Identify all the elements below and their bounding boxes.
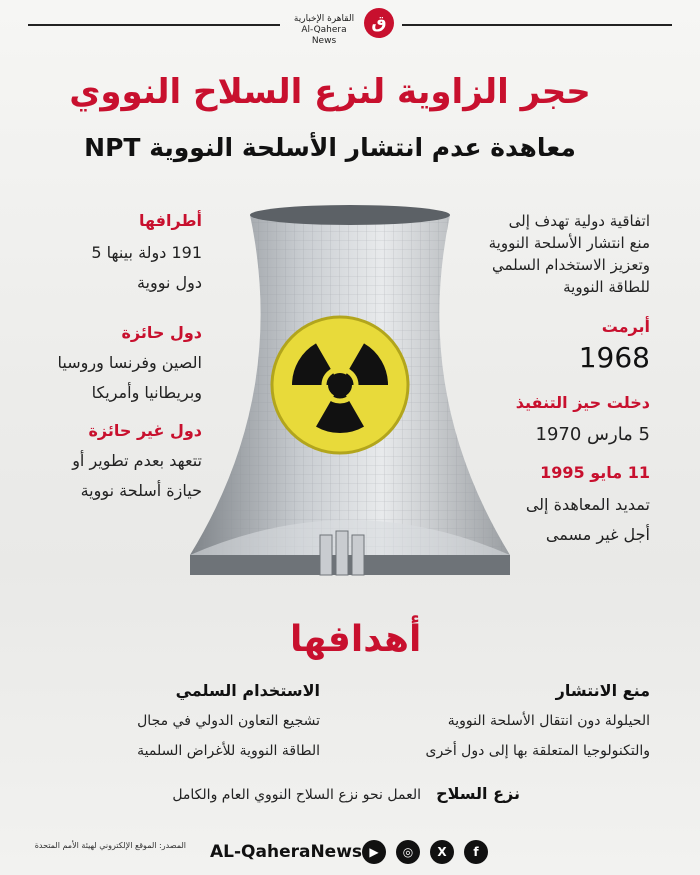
holders-section <box>30 322 202 408</box>
tower-rim <box>250 205 450 225</box>
description-line2: منع انتشار الأسلحة النووية <box>488 234 650 252</box>
parties-line2: دول نووية <box>136 273 202 292</box>
goal-peaceful-use <box>60 680 320 766</box>
holders-line1: الصين وفرنسا وروسيا <box>57 353 202 372</box>
extension-line2: أجل غير مسمى <box>545 525 650 544</box>
description-line1: اتفاقية دولية تهدف إلى <box>508 212 650 230</box>
parties-section <box>90 210 202 298</box>
goal-peaceful-use-line1: تشجيع التعاون الدولي في مجال <box>137 713 320 729</box>
goal-non-proliferation <box>360 680 650 766</box>
goal-disarmament-text: العمل نحو نزع السلاح النووي العام والكامل <box>172 787 421 803</box>
goals-title: أهدافها <box>290 619 422 660</box>
source-note: المصدر: الموقع الإلكتروني لهيئة الأمم المتحدة <box>34 841 186 850</box>
header-line-right <box>402 24 672 26</box>
brand-logo-text <box>288 14 360 47</box>
goal-non-proliferation-line1: الحيلولة دون انتقال الأسلحة النووية <box>447 713 650 729</box>
non-holders-line2: حيازة أسلحة نووية <box>80 481 202 500</box>
entry-into-force-head: دخلت حيز التنفيذ <box>515 393 650 412</box>
parties-line1: 191 دولة بينها 5 <box>91 243 202 262</box>
youtube-icon[interactable]: ▶ <box>362 840 386 864</box>
holders-line2: وبريطانيا وأمريكا <box>91 383 202 402</box>
extension-section <box>470 462 650 550</box>
instagram-icon[interactable]: ◎ <box>396 840 420 864</box>
description-line3: وتعزيز الاستخدام السلمي <box>491 256 650 274</box>
entry-into-force-date: 5 مارس 1970 <box>535 424 650 445</box>
holders-head: دول حائزة <box>121 323 202 342</box>
entry-into-force-section <box>470 392 650 450</box>
concluded-section <box>500 316 650 378</box>
tower-base <box>190 555 510 575</box>
concluded-year: 1968 <box>578 341 650 374</box>
extension-line1: تمديد المعاهدة إلى <box>525 495 650 514</box>
header-line-left <box>28 24 280 26</box>
non-holders-head: دول غير حائزة <box>88 421 202 440</box>
goal-disarmament-head: نزع السلاح <box>436 784 520 803</box>
description-section <box>450 210 650 298</box>
extension-head: 11 مايو 1995 <box>540 463 650 482</box>
footer-brand: AL-QaheraNews <box>210 842 363 862</box>
goal-non-proliferation-head: منع الانتشار <box>555 681 650 700</box>
page-subtitle: معاهدة عدم انتشار الأسلحة النووية NPT <box>84 133 576 162</box>
goal-non-proliferation-line2: والتكنولوجيا المتعلقة بها إلى دول أخرى <box>425 743 650 759</box>
parties-head: أطرافها <box>138 211 202 230</box>
brand-logo-mark: ق <box>364 8 394 38</box>
goal-peaceful-use-line2: الطاقة النووية للأغراض السلمية <box>137 743 320 759</box>
brand-logo-ar: القاهرة الإخبارية <box>293 14 355 24</box>
goal-peaceful-use-head: الاستخدام السلمي <box>175 681 320 700</box>
non-holders-section <box>30 420 202 506</box>
facebook-icon[interactable]: f <box>464 840 488 864</box>
concluded-head: أبرمت <box>601 317 650 336</box>
brand-logo-en: Al-Qahera News <box>301 25 347 46</box>
description-line4: للطاقة النووية <box>563 278 650 296</box>
x-icon[interactable]: X <box>430 840 454 864</box>
goal-disarmament <box>90 783 520 805</box>
radiation-hazard-icon <box>272 317 408 453</box>
non-holders-line1: تتعهد بعدم تطوير أو <box>72 451 202 470</box>
page-title: حجر الزاوية لنزع السلاح النووي <box>69 72 591 112</box>
